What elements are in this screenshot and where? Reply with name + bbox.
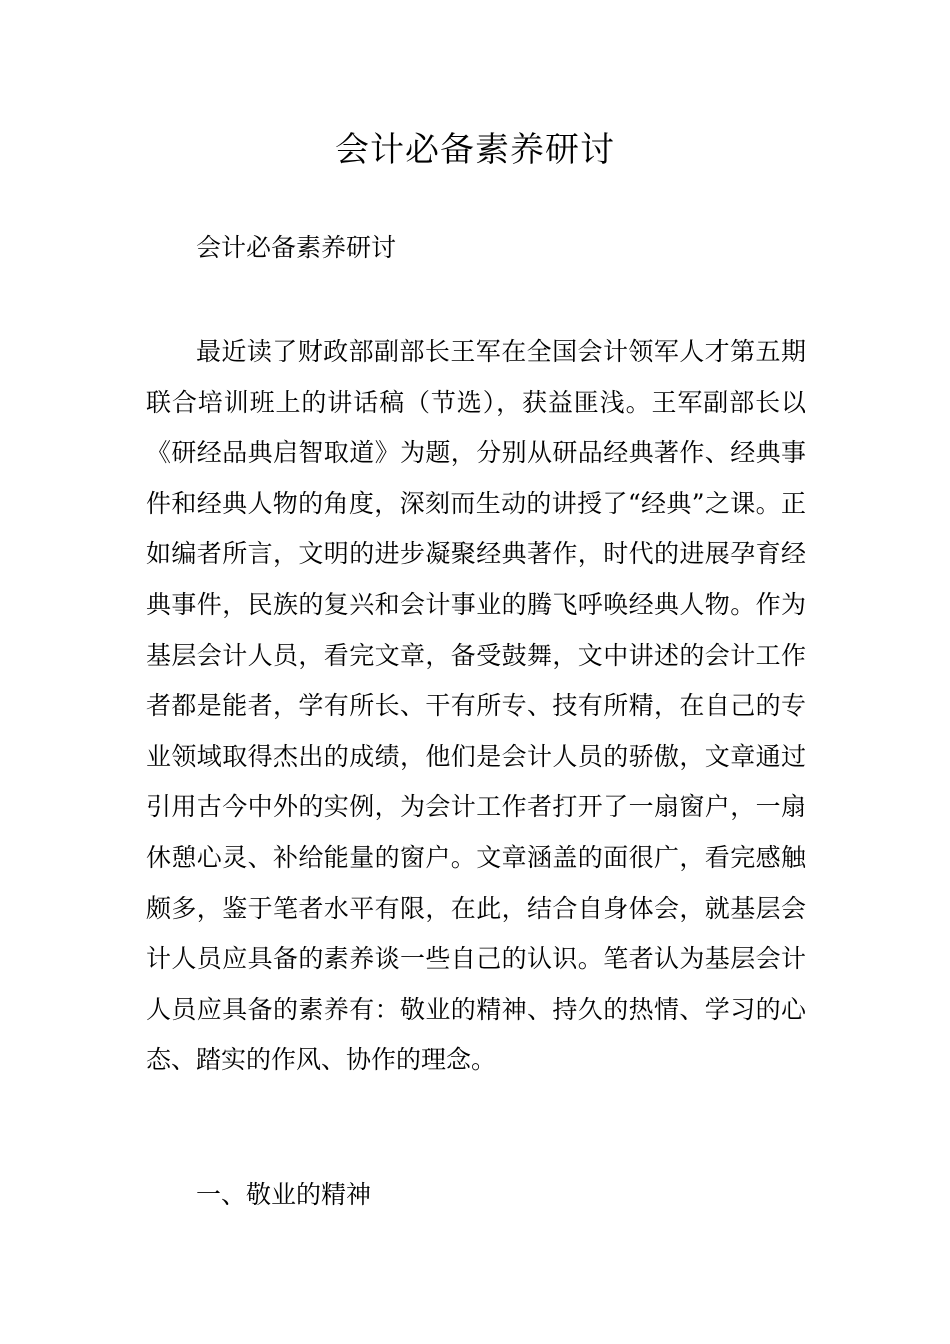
section-heading: 一、敬业的精神	[196, 1180, 372, 1209]
body-paragraph: 最近读了财政部副部长王军在全国会计领军人才第五期联合培训班上的讲话稿（节选），获益匪浅。王军副部长以《研经品典启智取道》为题，分别从研品经典著作、经典事件和经典人物的角度，深刻而生动的讲授了“经典”之课。正如编者所言，文明的进步凝聚经典著作，时代的进展孕育经典事件，民族的复兴和会计事业的腾飞呼唤经典人物。作为基层会计人员，看完文章，备受鼓舞，文中讲述的会计工作者都是能者，学有所长、干有所专、技有所精，在自己的专业领域取得杰出的成绩，他们是会计人员的骄傲，文章通过引用古今中外的实例，为会计工作者打开了一扇窗户，一扇休憩心灵、补给能量的窗户。文章涵盖的面很广，看完感触颇多，鉴于笔者水平有限，在此，结合自身体会，就基层会计人员应具备的素养谈一些自己的认识。笔者认为基层会计人员应具备的素养有：敬业的精神、持久的热情、学习的心态、踏实的作风、协作的理念。	[146, 337, 806, 1075]
document-subtitle: 会计必备素养研讨	[196, 233, 397, 262]
document-title: 会计必备素养研讨	[335, 130, 615, 170]
